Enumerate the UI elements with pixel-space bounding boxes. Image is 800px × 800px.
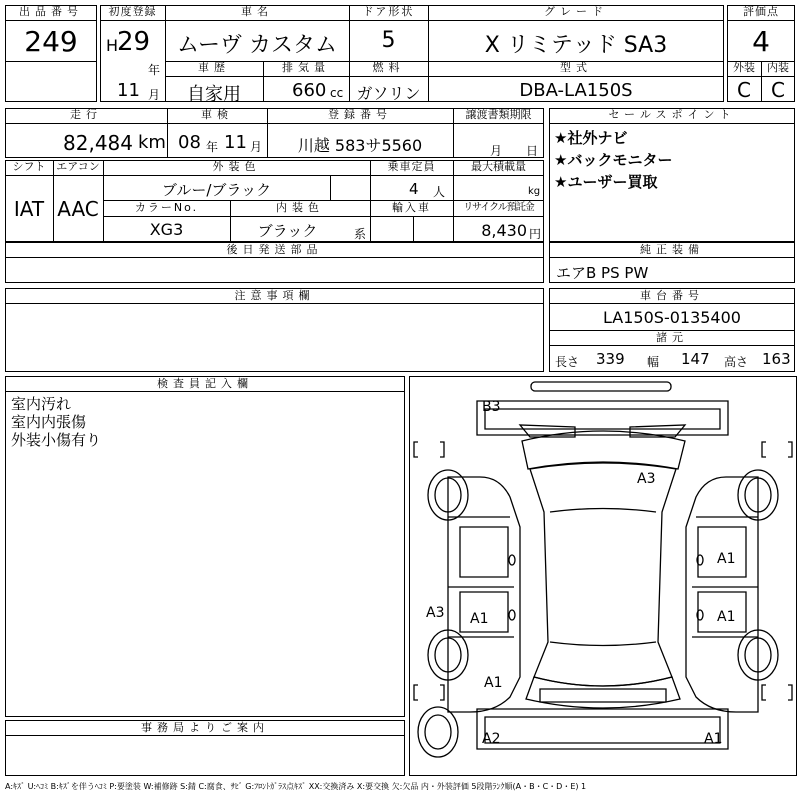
score: 4	[752, 25, 770, 58]
shift: IAT	[13, 197, 45, 221]
inspection-year: 08	[178, 132, 201, 153]
inspector-note: 室内内張傷	[11, 413, 87, 431]
ext-color: ブルー/ブラック	[161, 181, 272, 199]
mileage-label: 走行	[70, 108, 102, 121]
first-reg-year: 29	[117, 27, 151, 57]
capacity-unit: 人	[433, 185, 446, 199]
damage-mark-front-left-bumper: A2	[482, 731, 501, 747]
interior-grade: C	[771, 78, 785, 102]
ac: AAC	[57, 197, 99, 221]
damage-mark-front-left-fender: A1	[484, 675, 503, 691]
equipment: エアB PS PW	[556, 264, 649, 282]
dims-label: 諸元	[656, 331, 688, 344]
int-color: ブラック	[257, 222, 318, 240]
interior-label: 内装	[767, 61, 789, 74]
capacity-label: 乗車定員	[387, 160, 436, 173]
fuel-label: 燃料	[372, 61, 405, 74]
car-outline-svg	[410, 377, 796, 775]
damage-mark-rear-left-door: A1	[470, 611, 489, 627]
recycle-label: リサイクル預託金	[463, 202, 534, 213]
era: H	[106, 36, 119, 55]
damage-mark-left-quarter: A3	[426, 605, 445, 621]
later-parts-label: 後日発送部品	[226, 243, 323, 256]
int-color-unit: 系	[354, 227, 367, 241]
height: 163	[762, 350, 791, 368]
fuel: ガソリン	[356, 84, 421, 103]
sales-points-label: セールスポイント	[608, 108, 736, 121]
chassis-number: LA150S-0135400	[603, 308, 741, 327]
doors: 5	[381, 28, 396, 53]
lot-number: 249	[24, 25, 78, 58]
damage-mark-front-right-door: A1	[717, 609, 736, 625]
sales-point: ★社外ナビ	[554, 129, 628, 147]
grade-label: グレード	[544, 5, 608, 18]
inspector-label: 検査員記入欄	[157, 377, 253, 390]
displacement-unit: cc	[330, 86, 344, 100]
color-no: XG3	[149, 220, 184, 239]
transfer-label: 譲渡書類期限	[465, 108, 532, 121]
width: 147	[681, 350, 710, 368]
score-label: 評価点	[743, 5, 779, 18]
height-label: 高さ	[724, 355, 749, 369]
transfer-month-unit: 月	[490, 144, 503, 158]
width-label: 幅	[647, 355, 660, 369]
inspector-note: 外装小傷有り	[11, 431, 102, 449]
ext-color-label: 外装色	[212, 160, 261, 173]
displacement: 660	[292, 80, 327, 101]
inspector-note: 室内汚れ	[11, 395, 72, 413]
damage-mark-front-right-bumper: A1	[704, 731, 723, 747]
color-no-label: カラーNo.	[134, 201, 199, 214]
exterior-label: 外装	[733, 61, 755, 74]
damage-diagram	[409, 376, 797, 776]
displacement-label: 排気量	[282, 61, 330, 74]
mileage: 82,484	[63, 131, 133, 155]
shift-label: シフト	[12, 160, 46, 173]
inspection-month-unit: 月	[250, 140, 263, 154]
mileage-unit: km	[138, 132, 166, 153]
plate-label: 登録番号	[328, 108, 392, 121]
history: 自家用	[187, 84, 241, 105]
legend: A:ｷｽﾞ U:ﾍｺﾐ B:ｷｽﾞを伴うﾍｺﾐ P:要塗装 W:補修跡 S:錆 C:腐食、ｻﾋﾞ G:ﾌﾛﾝﾄｶﾞﾗｽ点ｷｽﾞ XX:交換済み X:要交換 欠:欠品 内・外装評価 5段階ﾗﾝｸ順(A・B・C・D・E) 1	[5, 782, 587, 791]
door-label: ドア形状	[362, 5, 415, 18]
model: DBA-LA150S	[519, 80, 633, 101]
length: 339	[596, 350, 625, 368]
lot-number-label: 出品番号	[19, 5, 83, 18]
month-unit: 月	[148, 88, 161, 102]
inspection-label: 車検	[201, 108, 233, 121]
first-reg-month: 11	[117, 80, 140, 101]
chassis-label: 車台番号	[640, 289, 704, 302]
grade: X リミテッド SA3	[484, 33, 668, 58]
import-label: 輸入車	[392, 201, 431, 214]
max-load-label: 最大積載量	[471, 160, 526, 173]
model-label: 型式	[560, 61, 592, 74]
damage-mark-roof: A3	[637, 471, 656, 487]
inspection-year-unit: 年	[206, 140, 219, 154]
exterior-grade: C	[737, 78, 751, 102]
first-reg-label: 初度登録	[108, 5, 157, 18]
inspection-month: 11	[224, 132, 247, 153]
sales-point: ★ユーザー買取	[554, 173, 658, 191]
car-name: ムーヴ カスタム	[177, 33, 337, 58]
year-unit: 年	[148, 63, 161, 77]
plate: 川越 583サ5560	[297, 136, 423, 155]
int-color-label: 内装色	[276, 201, 324, 214]
damage-mark-rear-bumper: B3	[482, 399, 501, 415]
recycle: 8,430	[481, 221, 527, 240]
capacity: 4	[409, 180, 419, 198]
ac-label: エアコン	[56, 160, 100, 173]
max-load-unit: kg	[528, 186, 541, 197]
car-name-label: 車名	[241, 5, 273, 18]
history-label: 車歴	[198, 61, 230, 74]
length-label: 長さ	[555, 355, 580, 369]
damage-mark-rear-right-door: A1	[717, 551, 736, 567]
transfer-day-unit: 日	[526, 144, 539, 158]
sales-point: ★バックモニター	[554, 151, 673, 169]
notice-label: 注意事項欄	[234, 289, 315, 302]
office-label: 事務局よりご案内	[141, 721, 269, 734]
equipment-label: 純正装備	[640, 243, 704, 256]
recycle-unit: 円	[529, 227, 542, 241]
